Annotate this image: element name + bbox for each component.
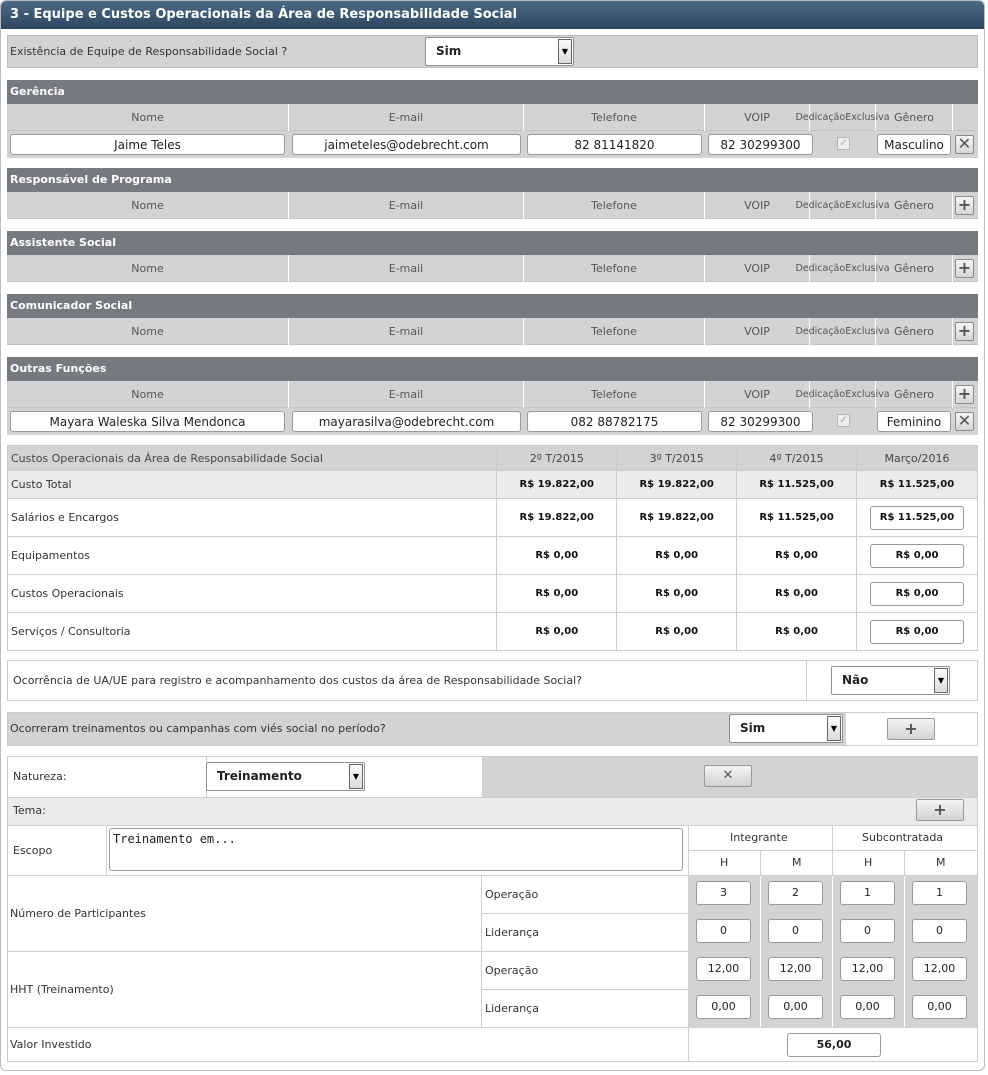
- member-email-input[interactable]: jaimeteles@odebrecht.com: [292, 134, 521, 155]
- team-exists-label: Existência de Equipe de Responsabilidade Social ?: [10, 45, 288, 58]
- dedicacao-label: Dedicação: [795, 388, 846, 400]
- participantes-operacao-integrante-h[interactable]: 3: [696, 881, 751, 905]
- outras-member-row: [7, 408, 978, 435]
- team-header-voip: VOIP: [705, 381, 810, 408]
- ua-ue-select[interactable]: [831, 666, 950, 695]
- team-header-nome: Nome: [7, 104, 289, 131]
- team-header-genero: Gênero: [876, 381, 953, 408]
- cost-value: R$ 0,00: [497, 537, 617, 575]
- gerencia-title: Gerência: [7, 80, 978, 104]
- participantes-lideranca-sub-h[interactable]: 0: [840, 919, 895, 943]
- hht-operacao-integrante-m[interactable]: 12,00: [768, 957, 823, 981]
- add-responsavel-button[interactable]: [955, 196, 974, 215]
- cost-input[interactable]: R$ 11.525,00: [870, 506, 964, 530]
- assistente-title: Assistente Social: [7, 231, 978, 255]
- participantes-operacao-sub-m[interactable]: 1: [912, 881, 967, 905]
- member-name-input[interactable]: Jaime Teles: [10, 134, 285, 155]
- cost-value: R$ 11.525,00: [737, 471, 857, 499]
- trainings-label: Ocorreram treinamentos ou campanhas com viés social no período?: [10, 722, 386, 735]
- ua-ue-value: Não: [842, 673, 869, 687]
- exclusiva-label: Exclusiva: [845, 199, 890, 211]
- chevron-down-icon: ▼: [349, 764, 363, 789]
- operacao-label: Operação: [485, 888, 539, 901]
- team-header-nome: Nome: [7, 192, 289, 219]
- team-header-voip: VOIP: [705, 192, 810, 219]
- cost-value: R$ 0,00: [617, 537, 737, 575]
- team-header-dedicacao: [795, 318, 890, 345]
- valor-label: Valor Investido: [10, 1038, 92, 1051]
- exclusiva-label: Exclusiva: [845, 111, 890, 123]
- team-header-telefone: Telefone: [524, 104, 705, 131]
- plus-icon: +: [957, 384, 972, 403]
- dedicacao-label: Dedicação: [795, 111, 846, 123]
- cost-input[interactable]: R$ 0,00: [870, 544, 964, 568]
- natureza-label: Natureza:: [13, 770, 67, 783]
- hht-operacao-sub-m[interactable]: 12,00: [912, 957, 967, 981]
- add-tema-button[interactable]: [916, 799, 964, 821]
- add-comunicador-button[interactable]: [955, 322, 974, 341]
- cost-value: R$ 0,00: [497, 613, 617, 651]
- team-header-dedicacao: [795, 192, 890, 219]
- member-gender-input[interactable]: Feminino: [877, 411, 951, 432]
- hht-lideranca-sub-m[interactable]: 0,00: [912, 995, 967, 1019]
- cost-value: R$ 0,00: [737, 575, 857, 613]
- team-exists-select[interactable]: [425, 37, 574, 66]
- tema-label: Tema:: [13, 804, 46, 817]
- participantes-lideranca-sub-m[interactable]: 0: [912, 919, 967, 943]
- chevron-down-icon: ▼: [934, 668, 948, 693]
- cost-value: R$ 0,00: [737, 613, 857, 651]
- escopo-label: Escopo: [13, 844, 53, 857]
- team-header-genero: Gênero: [876, 255, 953, 282]
- team-header-nome: Nome: [7, 255, 289, 282]
- comunicador-header: [7, 318, 978, 345]
- close-icon: ✕: [722, 768, 734, 783]
- ua-ue-label: Ocorrência de UA/UE para registro e acompanhamento dos custos da área de Responsabilidade Social?: [13, 674, 583, 687]
- member-gender-input[interactable]: Masculino: [877, 134, 951, 155]
- h-label: H: [720, 856, 729, 869]
- responsavel-header: [7, 192, 978, 219]
- team-header-email: E-mail: [289, 104, 524, 131]
- exclusiva-label: Exclusiva: [845, 325, 890, 337]
- member-phone-input[interactable]: 082 88782175: [527, 411, 702, 432]
- trainings-value: Sim: [740, 721, 766, 735]
- cost-value: R$ 0,00: [617, 575, 737, 613]
- chevron-down-icon: ▼: [558, 39, 572, 64]
- cost-value: R$ 11.525,00: [857, 471, 978, 499]
- team-header-telefone: Telefone: [524, 318, 705, 345]
- exclusiva-label: Exclusiva: [845, 262, 890, 274]
- team-header-genero: Gênero: [876, 192, 953, 219]
- training-block: [7, 756, 978, 1062]
- period-header: 2º T/2015: [497, 446, 617, 471]
- participantes-lideranca-integrante-h[interactable]: 0: [696, 919, 751, 943]
- team-header-voip: VOIP: [705, 255, 810, 282]
- subcontratada-label: Subcontratada: [862, 831, 944, 844]
- team-header-nome: Nome: [7, 318, 289, 345]
- member-voip-input[interactable]: 82 30299300: [708, 411, 813, 432]
- close-icon: ✕: [957, 134, 972, 153]
- hht-lideranca-integrante-m[interactable]: 0,00: [768, 995, 823, 1019]
- hht-label: HHT (Treinamento): [10, 983, 114, 996]
- m-label: M: [936, 856, 946, 869]
- team-header-email: E-mail: [289, 381, 524, 408]
- cost-row-label: Custo Total: [8, 471, 497, 499]
- m-label: M: [792, 856, 802, 869]
- gerencia-member-row: [7, 131, 978, 158]
- cost-value: R$ 19.822,00: [497, 471, 617, 499]
- period-header: 3º T/2015: [617, 446, 737, 471]
- cost-row-label: Salários e Encargos: [8, 499, 497, 537]
- hht-operacao-sub-h[interactable]: 12,00: [840, 957, 895, 981]
- participantes-operacao-integrante-m[interactable]: 2: [768, 881, 823, 905]
- natureza-select[interactable]: [206, 762, 365, 791]
- member-email-input[interactable]: mayarasilva@odebrecht.com: [292, 411, 521, 432]
- dedicacao-label: Dedicação: [795, 262, 846, 274]
- member-voip-input[interactable]: 82 30299300: [708, 134, 813, 155]
- dedicacao-checkbox[interactable]: ✓: [837, 414, 850, 427]
- plus-icon: +: [957, 321, 972, 340]
- costs-table: [7, 445, 978, 651]
- cost-row-label: Equipamentos: [8, 537, 497, 575]
- escopo-textarea[interactable]: Treinamento em...: [109, 828, 683, 871]
- hht-lideranca-integrante-h[interactable]: 0,00: [696, 995, 751, 1019]
- cost-value: R$ 0,00: [617, 613, 737, 651]
- plus-icon: +: [933, 800, 947, 819]
- hht-lideranca-sub-h[interactable]: 0,00: [840, 995, 895, 1019]
- outras-title: Outras Funções: [7, 357, 978, 381]
- team-header-dedicacao: [795, 255, 890, 282]
- trainings-select[interactable]: [729, 714, 843, 743]
- team-header-genero: Gênero: [876, 318, 953, 345]
- team-header-telefone: Telefone: [524, 381, 705, 408]
- cost-row-label: Custos Operacionais: [8, 575, 497, 613]
- lideranca-label: Liderança: [485, 926, 539, 939]
- cost-value: R$ 0,00: [497, 575, 617, 613]
- close-icon: ✕: [957, 411, 972, 430]
- dedicacao-checkbox[interactable]: ✓: [837, 137, 850, 150]
- plus-icon: +: [904, 719, 918, 738]
- participantes-operacao-sub-h[interactable]: 1: [840, 881, 895, 905]
- plus-icon: +: [957, 258, 972, 277]
- add-assistente-button[interactable]: [955, 259, 974, 278]
- gerencia-header: [7, 104, 978, 131]
- cost-row-label: Serviços / Consultoria: [8, 613, 497, 651]
- add-outras-button[interactable]: [955, 385, 974, 404]
- chevron-down-icon: ▼: [827, 716, 841, 741]
- add-training-button[interactable]: [887, 718, 935, 740]
- cost-value: R$ 0,00: [737, 537, 857, 575]
- operacao-label: Operação: [485, 964, 539, 977]
- costs-header: Custos Operacionais da Área de Responsabilidade Social: [8, 446, 497, 471]
- remove-training-button[interactable]: [704, 765, 752, 787]
- team-header-email: E-mail: [289, 255, 524, 282]
- natureza-value: Treinamento: [217, 769, 302, 783]
- team-header-voip: VOIP: [705, 104, 810, 131]
- team-header-voip: VOIP: [705, 318, 810, 345]
- h-label: H: [864, 856, 873, 869]
- period-header: 4º T/2015: [737, 446, 857, 471]
- comunicador-title: Comunicador Social: [7, 294, 978, 318]
- cost-input[interactable]: R$ 0,00: [870, 582, 964, 606]
- cost-input[interactable]: R$ 0,00: [870, 620, 964, 644]
- team-header-genero: Gênero: [876, 104, 953, 131]
- remove-member-button[interactable]: [955, 135, 974, 154]
- lideranca-label: Liderança: [485, 1002, 539, 1015]
- member-phone-input[interactable]: 82 81141820: [527, 134, 702, 155]
- dedicacao-label: Dedicação: [795, 199, 846, 211]
- valor-investido-input[interactable]: 56,00: [787, 1033, 881, 1057]
- team-header-telefone: Telefone: [524, 192, 705, 219]
- responsavel-title: Responsável de Programa: [7, 168, 978, 192]
- remove-member-button[interactable]: [955, 412, 974, 431]
- period-header: Março/2016: [857, 446, 978, 471]
- section-title: 3 - Equipe e Custos Operacionais da Área de Responsabilidade Social: [1, 1, 985, 29]
- team-header-dedicacao: [795, 104, 890, 131]
- plus-icon: +: [957, 195, 972, 214]
- cost-value: R$ 11.525,00: [737, 499, 857, 537]
- team-header-dedicacao: [795, 381, 890, 408]
- team-header-email: E-mail: [289, 318, 524, 345]
- member-name-input[interactable]: Mayara Waleska Silva Mendonca: [10, 411, 285, 432]
- integrante-label: Integrante: [730, 831, 788, 844]
- dedicacao-label: Dedicação: [795, 325, 846, 337]
- participantes-lideranca-integrante-m[interactable]: 0: [768, 919, 823, 943]
- team-header-nome: Nome: [7, 381, 289, 408]
- team-header-telefone: Telefone: [524, 255, 705, 282]
- cost-value: R$ 19.822,00: [497, 499, 617, 537]
- outras-header: [7, 381, 978, 408]
- assistente-header: [7, 255, 978, 282]
- team-exists-value: Sim: [436, 44, 462, 58]
- team-header-email: E-mail: [289, 192, 524, 219]
- cost-value: R$ 19.822,00: [617, 471, 737, 499]
- hht-operacao-integrante-h[interactable]: 12,00: [696, 957, 751, 981]
- exclusiva-label: Exclusiva: [845, 388, 890, 400]
- cost-value: R$ 19.822,00: [617, 499, 737, 537]
- participantes-label: Número de Participantes: [10, 907, 146, 920]
